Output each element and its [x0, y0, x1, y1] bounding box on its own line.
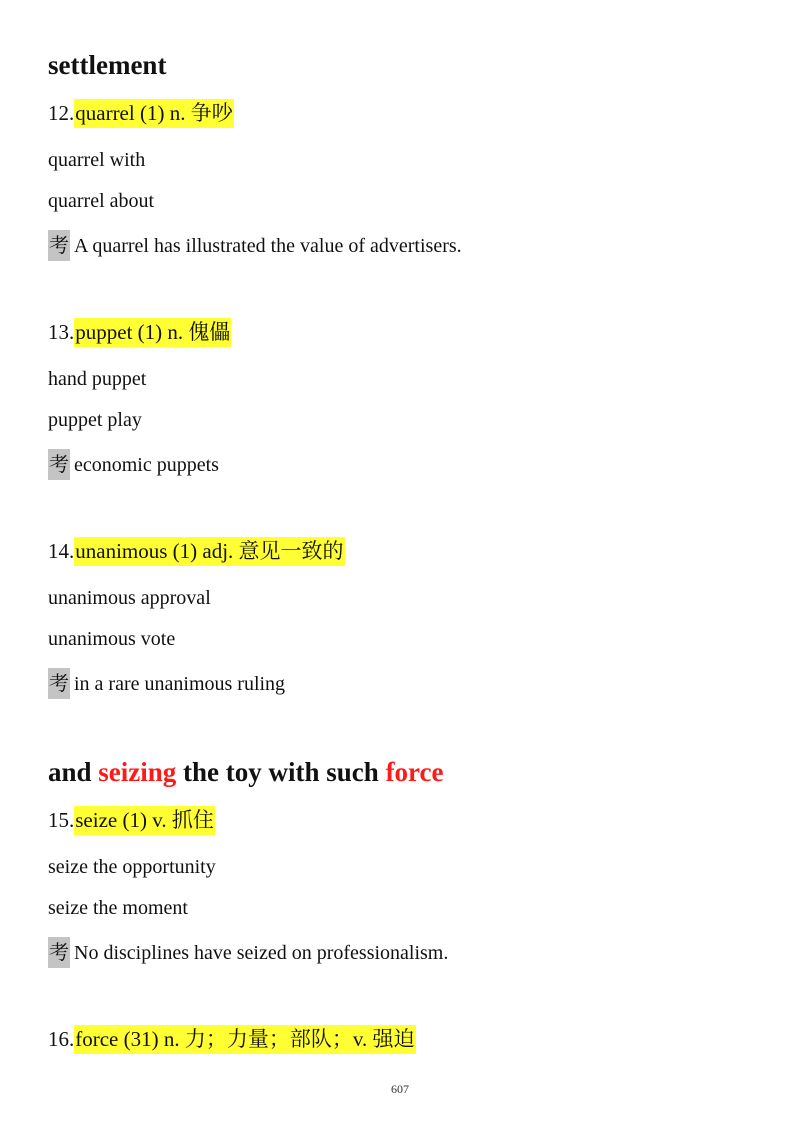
exam-example-line: [48, 449, 219, 480]
entry-headword: force (31) n. 力；力量；部队；v. 强迫: [74, 1025, 415, 1054]
phrase-line: seize the moment: [48, 897, 188, 919]
phrase-line: quarrel about: [48, 190, 155, 212]
entry-title: [48, 318, 231, 346]
phrase-line: unanimous vote: [48, 628, 176, 650]
exam-marker: 考: [48, 230, 70, 261]
entry-title: [48, 99, 234, 127]
entry-number: 12.: [48, 101, 75, 125]
heading-text: and: [48, 757, 99, 787]
entry-headword: quarrel (1) n. 争吵: [74, 99, 233, 128]
phrase-line: quarrel with: [48, 149, 146, 171]
entry-headword: unanimous (1) adj. 意见一致的: [74, 537, 344, 566]
section-heading-seize: [48, 755, 444, 789]
entry-number: 13.: [48, 320, 75, 344]
exam-marker: 考: [48, 668, 70, 699]
exam-sentence: economic puppets: [74, 454, 219, 476]
entry-title: [48, 1025, 416, 1053]
page-number: 607: [391, 1082, 409, 1096]
entry-headword: seize (1) v. 抓住: [74, 806, 215, 835]
heading-text: the toy with such: [176, 757, 386, 787]
phrase-line: unanimous approval: [48, 587, 211, 609]
phrase-line: puppet play: [48, 409, 142, 431]
entry-headword: puppet (1) n. 傀儡: [74, 318, 231, 347]
exam-marker: 考: [48, 937, 70, 968]
heading-keyword-force: force: [385, 757, 444, 787]
entry-title: [48, 806, 215, 834]
exam-example-line: [48, 937, 448, 968]
entry-number: 15.: [48, 808, 75, 832]
exam-sentence: No disciplines have seized on professionalism.: [74, 942, 449, 964]
entry-number: 14.: [48, 539, 75, 563]
exam-sentence: in a rare unanimous ruling: [74, 673, 286, 695]
exam-example-line: [48, 668, 285, 699]
section-heading-settlement: settlement: [48, 50, 167, 80]
phrase-line: hand puppet: [48, 368, 147, 390]
exam-sentence: A quarrel has illustrated the value of advertisers.: [74, 235, 462, 257]
exam-example-line: [48, 230, 462, 261]
heading-keyword-seizing: seizing: [98, 757, 177, 787]
entry-title: [48, 537, 345, 565]
phrase-line: seize the opportunity: [48, 856, 216, 878]
entry-number: 16.: [48, 1027, 75, 1051]
exam-marker: 考: [48, 449, 70, 480]
